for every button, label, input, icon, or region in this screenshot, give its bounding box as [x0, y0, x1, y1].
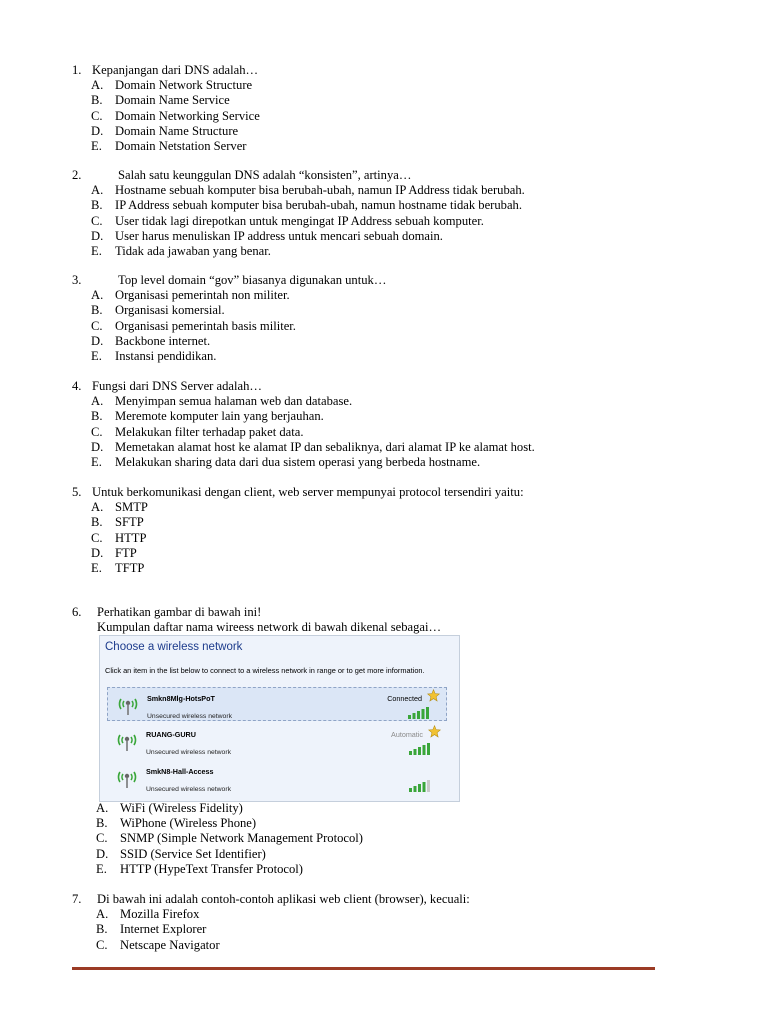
network-security: Unsecured wireless network — [147, 713, 232, 720]
signal-strength-icon — [409, 743, 431, 755]
option: C. Melakukan filter terhadap paket data. — [91, 424, 304, 439]
question-5 — [72, 485, 672, 576]
question-7 — [72, 892, 672, 953]
network-item[interactable] — [107, 687, 447, 721]
option: B. Domain Name Service — [91, 93, 230, 108]
option: A. SMTP — [91, 500, 148, 515]
option: B. Organisasi komersial. — [91, 303, 225, 318]
network-name: RUANG-GURU — [146, 730, 196, 739]
option: D. Backbone internet. — [91, 333, 211, 348]
question-number: 6. — [72, 605, 82, 619]
option: D. SSID (Service Set Identifier) — [96, 846, 266, 861]
signal-strength-icon — [408, 707, 430, 719]
option: C. Netscape Navigator — [96, 937, 220, 952]
option: E. Domain Netstation Server — [91, 139, 247, 154]
option: A. Hostname sebuah komputer bisa berubah-ubah, namun IP Address tidak berubah. — [91, 183, 525, 198]
question-4 — [72, 379, 672, 470]
option: A. Menyimpan semua halaman web dan database. — [91, 394, 353, 409]
option: A. WiFi (Wireless Fidelity) — [96, 801, 243, 815]
option: E. Instansi pendidikan. — [91, 349, 217, 364]
option: C. Domain Networking Service — [91, 108, 260, 123]
option: C. SNMP (Simple Network Management Protocol) — [96, 831, 363, 846]
wireless-dialog-instruction: Click an item in the list below to connect to a wireless network in range or to get more information. — [105, 666, 425, 675]
question-number: 5. — [72, 485, 82, 499]
question-text: Kepanjangan dari DNS adalah… — [92, 63, 259, 77]
network-name: SmkN8-Hall-Access — [146, 767, 214, 776]
option: E. HTTP (HypeText Transfer Protocol) — [96, 861, 303, 876]
question-text: Salah satu keunggulan DNS adalah “konsisten”, artinya… — [118, 168, 412, 182]
option: D. User harus menuliskan IP address untuk mencari sebuah domain. — [91, 228, 443, 243]
question-text: Untuk berkomunikasi dengan client, web server mempunyai protocol tersendiri yaitu: — [92, 485, 524, 499]
star-icon — [427, 689, 440, 702]
option: D. Memetakan alamat host ke alamat IP dan sebaliknya, dari alamat IP ke alamat host. — [91, 439, 535, 454]
network-item[interactable] — [107, 724, 447, 758]
network-security: Unsecured wireless network — [146, 749, 231, 756]
question-number: 1. — [72, 63, 82, 77]
wireless-dialog-title: Choose a wireless network — [105, 641, 243, 653]
question-number: 3. — [72, 273, 82, 287]
star-icon — [428, 725, 441, 738]
question-number: 2. — [72, 168, 82, 182]
option: A. Organisasi pemerintah non militer. — [91, 288, 290, 303]
option: B. IP Address sebuah komputer bisa berubah-ubah, namun hostname tidak berubah. — [91, 198, 522, 213]
option: B. SFTP — [91, 515, 144, 530]
network-security: Unsecured wireless network — [146, 786, 231, 793]
question-1 — [72, 63, 672, 154]
option: E. Tidak ada jawaban yang benar. — [91, 244, 271, 259]
wireless-network-list — [107, 685, 453, 801]
question-2 — [72, 168, 672, 259]
option: D. FTP — [91, 545, 137, 560]
question-text: Top level domain “gov” biasanya digunakan untuk… — [118, 273, 387, 287]
question-text: Fungsi dari DNS Server adalah… — [92, 379, 262, 393]
question-text: Di bawah ini adalah contoh-contoh aplikasi web client (browser), kecuali: — [97, 892, 470, 906]
question-text: Perhatikan gambar di bawah ini! — [97, 605, 262, 619]
wireless-antenna-icon — [117, 694, 139, 716]
option: A. Domain Network Structure — [91, 78, 253, 93]
question-6-options — [72, 801, 672, 877]
option: B. Internet Explorer — [96, 922, 207, 937]
wireless-network-screenshot — [99, 635, 460, 802]
option: C. Organisasi pemerintah basis militer. — [91, 318, 296, 333]
question-number: 7. — [72, 892, 82, 906]
option: E. TFTP — [91, 561, 145, 576]
option: C. HTTP — [91, 530, 147, 545]
wireless-antenna-icon — [116, 730, 138, 752]
option: C. User tidak lagi direpotkan untuk mengingat IP Address sebuah komputer. — [91, 213, 484, 228]
option: E. Melakukan sharing data dari dua sistem operasi yang berbeda hostname. — [91, 455, 481, 470]
question-subtext: Kumpulan daftar nama wireess network di bawah dikenal sebagai… — [97, 620, 442, 635]
signal-strength-icon — [409, 780, 431, 792]
option: D. Domain Name Structure — [91, 123, 239, 138]
network-status: Automatic — [391, 730, 423, 739]
question-3 — [72, 273, 672, 364]
question-number: 4. — [72, 379, 82, 393]
network-item[interactable] — [107, 761, 447, 795]
network-status: Connected — [387, 694, 422, 703]
wireless-antenna-icon — [116, 767, 138, 789]
footer-divider — [72, 967, 655, 970]
option: B. Meremote komputer lain yang berjauhan. — [91, 409, 324, 424]
network-name: Smkn8Mlg-HotsPoT — [147, 694, 215, 703]
option: A. Mozilla Firefox — [96, 907, 200, 922]
question-6 — [72, 605, 672, 635]
option: B. WiPhone (Wireless Phone) — [96, 816, 257, 831]
